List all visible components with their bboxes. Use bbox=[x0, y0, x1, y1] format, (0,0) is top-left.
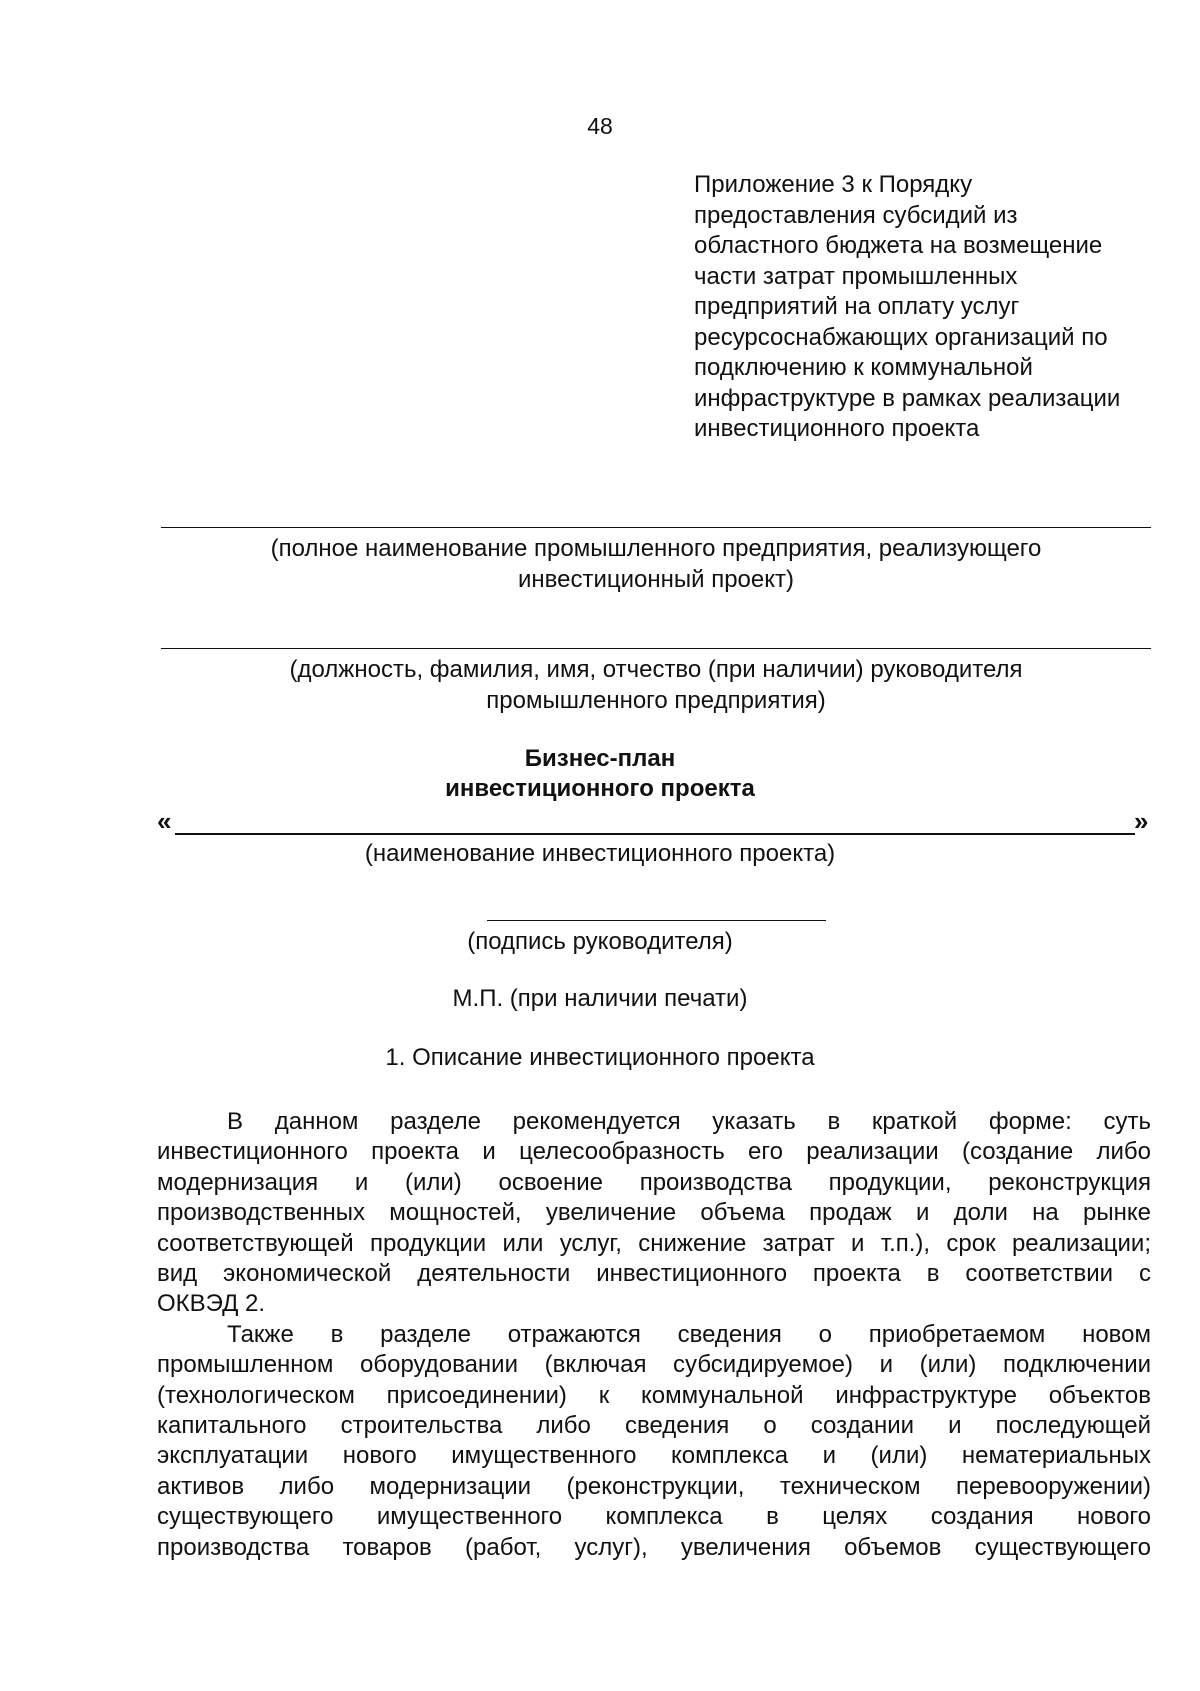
appendix-line: части затрат промышленных bbox=[694, 262, 1018, 290]
appendix-line: подключению к коммунальной bbox=[694, 354, 1033, 381]
appendix-line: ресурсоснабжающих организаций по bbox=[694, 323, 1108, 351]
signature-field[interactable] bbox=[487, 920, 826, 921]
caption-line: инвестиционный проект) bbox=[517, 566, 794, 593]
enterprise-name-field[interactable] bbox=[161, 527, 1151, 528]
appendix-reference bbox=[694, 170, 1174, 445]
project-name-caption: (наименование инвестиционного проекта) bbox=[364, 840, 836, 867]
appendix-line: Приложение 3 к Порядку bbox=[694, 171, 973, 198]
open-quote: « bbox=[157, 806, 172, 836]
caption-line: (должность, фамилия, имя, отчество (при наличии) руководителя bbox=[289, 656, 1023, 683]
signature-caption: (подпись руководителя) bbox=[467, 928, 733, 955]
document-title: Бизнес-план bbox=[524, 745, 676, 772]
head-name-field[interactable] bbox=[161, 648, 1151, 649]
paragraph-line: (технологическом присоединении) к коммунальной инфраструктуре объектов bbox=[157, 1382, 1151, 1409]
document-subtitle: инвестиционного проекта bbox=[445, 775, 755, 802]
paragraph-line: модернизация и (или) освоение производства продукции, реконструкция bbox=[157, 1169, 1151, 1196]
paragraph-line: существующего имущественного комплекса в целях создания нового bbox=[157, 1503, 1151, 1530]
appendix-line: инфраструктуре в рамках реализации bbox=[694, 384, 1121, 412]
paragraph-line: активов либо модернизации (реконструкции, техническом перевооружении) bbox=[157, 1473, 1151, 1500]
paragraph-line: производственных мощностей, увеличение объема продаж и доли на рынке bbox=[157, 1199, 1151, 1226]
paragraph-line: вид экономической деятельности инвестиционного проекта в соответствии с bbox=[157, 1260, 1151, 1287]
paragraph-line: В данном разделе рекомендуется указать в краткой форме: суть bbox=[227, 1108, 1151, 1135]
appendix-line: инвестиционного проекта bbox=[694, 415, 980, 442]
caption-line: промышленного предприятия) bbox=[486, 687, 826, 714]
project-name-field[interactable] bbox=[175, 833, 1135, 835]
paragraph-line: ОКВЭД 2. bbox=[157, 1290, 266, 1317]
paragraph-line: соответствующей продукции или услуг, снижение затрат и т.п.), срок реализации; bbox=[157, 1230, 1151, 1257]
paragraph-line: капитального строительства либо сведения о создании и последующей bbox=[157, 1412, 1151, 1439]
paragraph-line: инвестиционного проекта и целесообразность его реализации (создание либо bbox=[157, 1138, 1151, 1165]
paragraph-line: промышленном оборудовании (включая субсидируемое) и (или) подключении bbox=[157, 1351, 1151, 1378]
section-heading: 1. Описание инвестиционного проекта bbox=[385, 1044, 815, 1071]
appendix-line: предоставления субсидий из bbox=[694, 201, 1018, 229]
appendix-line: областного бюджета на возмещение bbox=[694, 232, 1103, 259]
paragraph-line: производства товаров (работ, услуг), увеличения объемов существующего bbox=[157, 1534, 1151, 1561]
page-number: 48 bbox=[587, 113, 613, 139]
close-quote: » bbox=[1134, 806, 1149, 836]
paragraph-line: эксплуатации нового имущественного комплекса и (или) нематериальных bbox=[157, 1442, 1151, 1469]
enterprise-name-caption bbox=[140, 533, 1172, 595]
head-name-caption bbox=[140, 654, 1172, 716]
stamp-note: М.П. (при наличии печати) bbox=[452, 985, 748, 1012]
appendix-line: предприятий на оплату услуг bbox=[694, 293, 1020, 320]
paragraph-line: Также в разделе отражаются сведения о приобретаемом новом bbox=[227, 1321, 1151, 1348]
caption-line: (полное наименование промышленного предприятия, реализующего bbox=[270, 535, 1042, 562]
